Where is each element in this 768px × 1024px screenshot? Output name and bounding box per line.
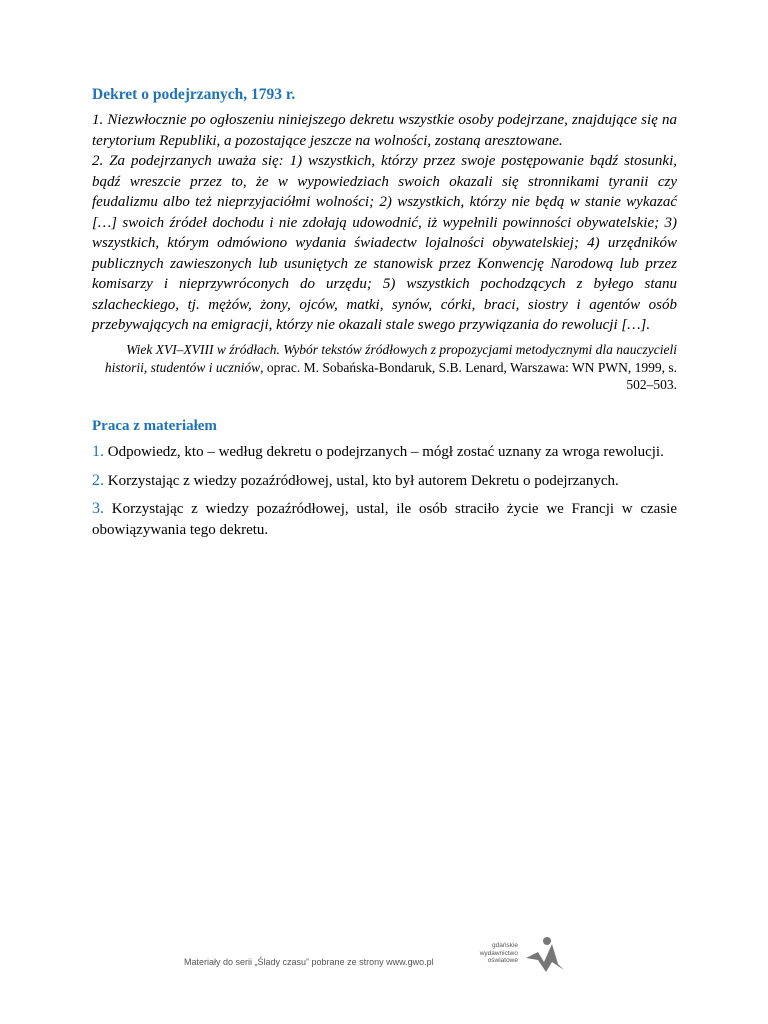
task-item — [92, 471, 677, 492]
source-text — [92, 110, 677, 336]
source-citation — [92, 341, 677, 394]
logo-line: oświatowe — [487, 957, 518, 964]
task-text: Korzystając z wiedzy pozaźródłowej, ustal, kto był autorem Dekretu o podejrzanych. — [107, 472, 619, 489]
task-item — [92, 442, 677, 463]
citation-title: Wiek XVI–XVIII w źródłach. Wybór tekstów źródłowych z propozycjami metodycznymi dla nauczycieli historii, studentów i uczniów — [104, 342, 677, 375]
task-number: 2. — [92, 471, 104, 489]
gwo-logo-icon — [522, 934, 566, 974]
citation-details: , oprac. M. Sobańska-Bondaruk, S.B. Lenard, Warszawa: WN PWN, 1999, s. 502–503. — [260, 359, 677, 392]
section-title: Praca z materiałem — [92, 418, 217, 434]
logo-line: gdańskie — [491, 942, 518, 949]
document-title: Dekret o podejrzanych, 1793 r. — [92, 86, 296, 103]
task-item — [92, 499, 677, 540]
task-text: Odpowiedz, kto – według dekretu o podejrzanych – mógł zostać uznany za wroga rewolucji. — [107, 444, 664, 460]
footer-text: Materiały do serii „Ślady czasu” pobrane ze strony www.gwo.pl — [184, 957, 434, 967]
source-paragraph-2: 2. Za podejrzanych uważa się: 1) wszystkich, którzy przez swoje postępowanie bądź stosunki, bądź wreszcie przez to, że w wypowiedziach swoich okazali się stronnikami tyranii czy feudalizmu albo też nieprzyjaciółmi wolności; 2) wszystkich, którzy nie będą w stanie wykazać […] swoich źródeł dochodu i nie zdołają udowodnić, iż wypełnili powinności obywatelskie; 3) wszystkich, którym odmówiono wydania świadectw lojalności obywatelskiej; 4) urzędników publicznych zawieszonych lub usuniętych ze stanowisk przez Konwencję Narodową lub przez komisarzy i nieprzywróconych do urzędu; 5) wszystkich pochodzących z byłego stanu szlacheckiego, tj. mężów, żony, ojców, matki, synów, córki, braci, siostry i agentów osób przebywających na emigracji, którzy nie okazali stale swego przywiązania do rewolucji […]. — [92, 153, 677, 333]
task-list — [92, 442, 677, 548]
task-text: Korzystając z wiedzy pozaźródłowej, ustal, ile osób straciło życie we Francji w czasie obowiązywania tego dekretu. — [92, 501, 678, 538]
task-number: 3. — [92, 500, 104, 517]
logo-line: wydawnictwo — [479, 949, 518, 957]
logo-text — [480, 942, 518, 965]
task-number: 1. — [92, 443, 104, 460]
publisher-logo — [478, 934, 568, 978]
source-paragraph-1: 1. Niezwłocznie po ogłoszeniu niniejszego dekretu wszystkie osoby podejrzane, znajdujące się na terytorium Republiki, a pozostające jeszcze na wolności, zostaną aresztowane. — [92, 112, 677, 149]
